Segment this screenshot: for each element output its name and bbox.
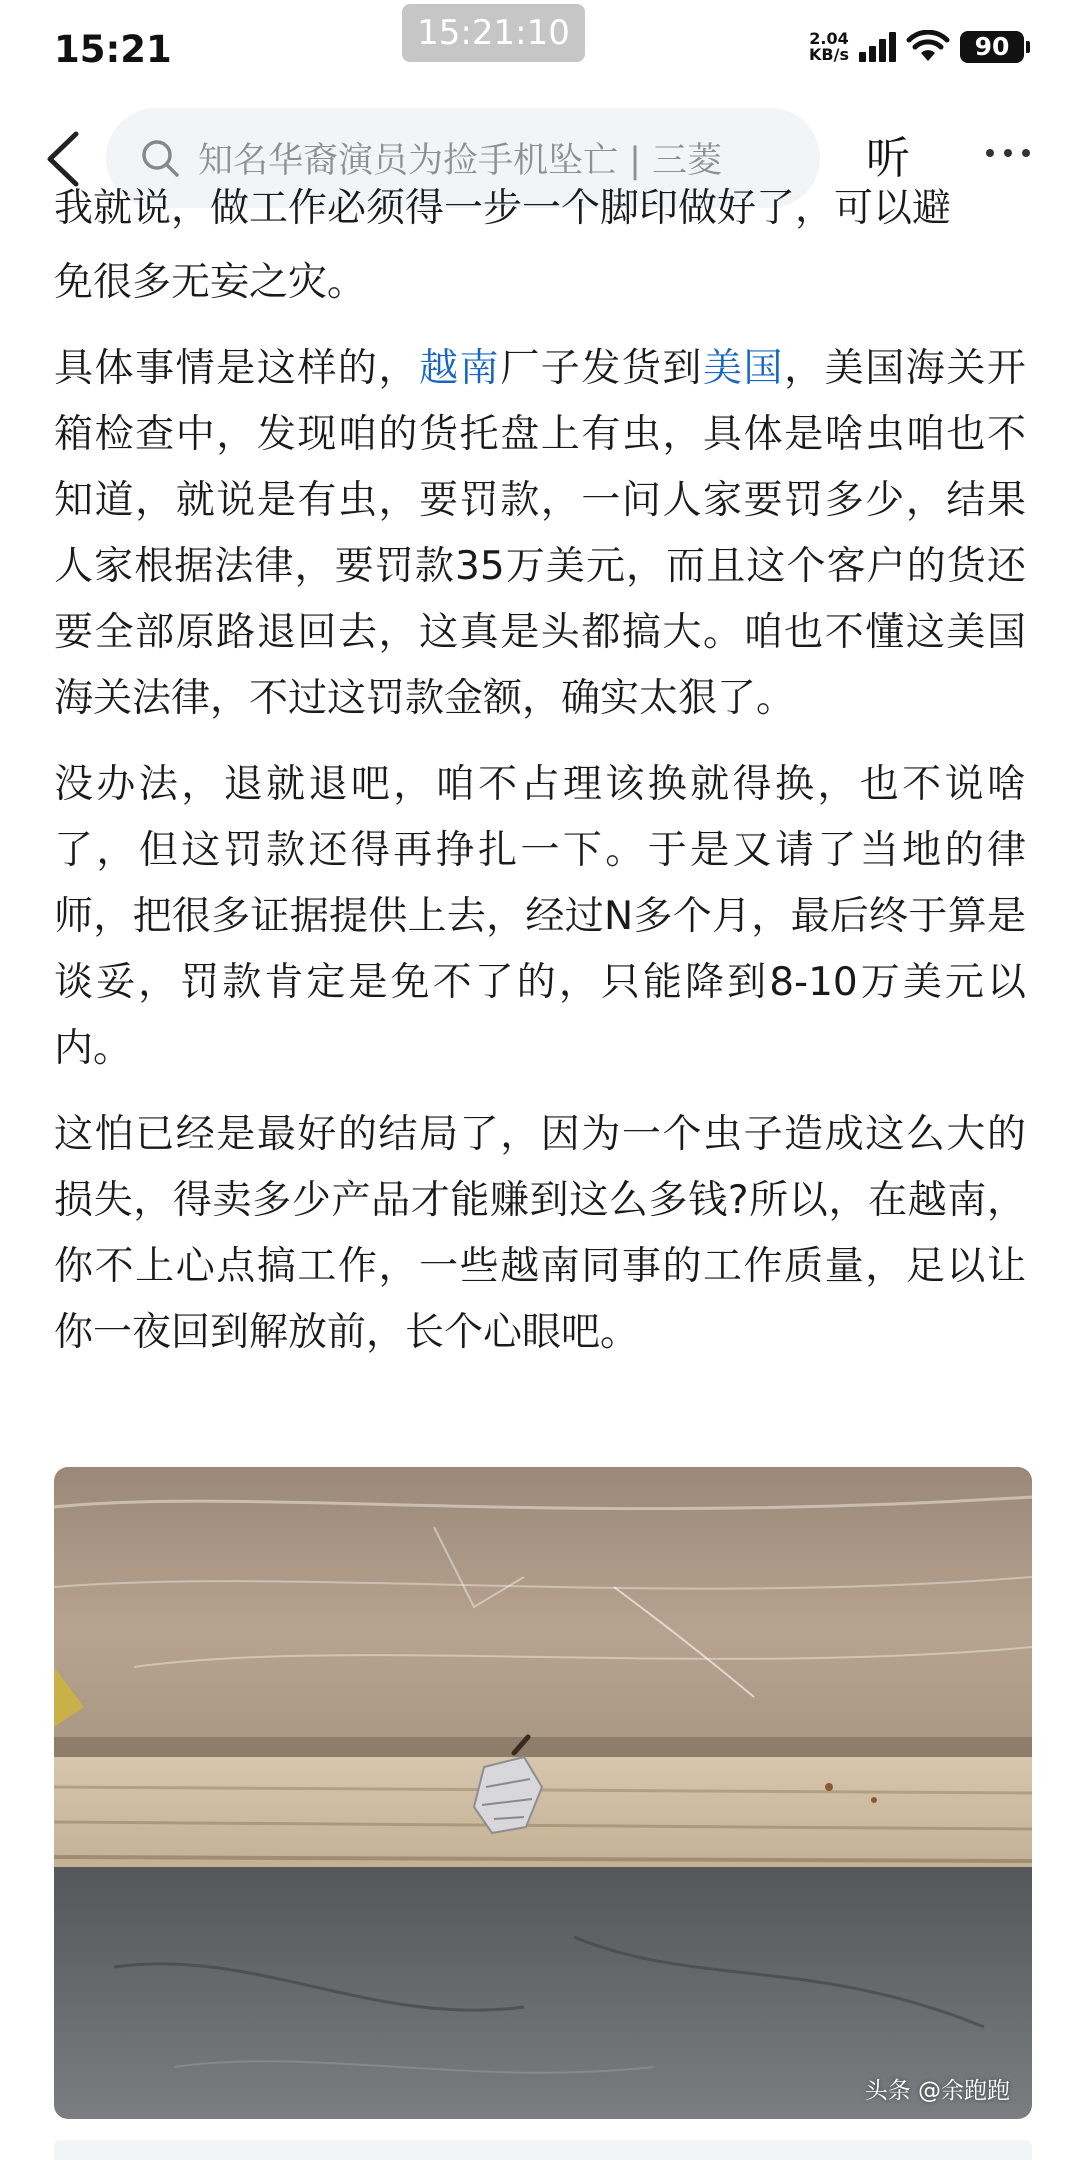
- wifi-icon: [906, 30, 950, 64]
- status-time: 15:21: [54, 28, 172, 71]
- paragraph-1: [0, 336, 1080, 732]
- search-query-text: 知名华裔演员为捡手机坠亡 | 三菱: [198, 141, 723, 181]
- paragraph-3: 这怕已经是最好的结局了，因为一个虫子造成这么大的损失，得卖多少产品才能赚到这么多钱?所以，在越南，你不上心点搞工作，一些越南同事的工作质量，足以让你一夜回到解放前，长个心眼吧。: [54, 1112, 1026, 1355]
- battery-level: 90: [960, 31, 1024, 63]
- link-vietnam[interactable]: 越南: [419, 346, 501, 391]
- photo-watermark: 头条 @余跑跑: [864, 2078, 1010, 2104]
- status-bar: [0, 0, 1080, 100]
- paragraph-0-end: 免很多无妄之灾。: [54, 260, 367, 305]
- status-icons: [809, 30, 1030, 64]
- network-speed: [809, 31, 849, 63]
- pallet-photo-illustration: [54, 1467, 1032, 2119]
- link-usa[interactable]: 美国: [703, 346, 785, 391]
- battery-tip: [1026, 41, 1030, 53]
- paragraph-1-text-a: 具体事情是这样的，: [54, 346, 420, 391]
- listen-button[interactable]: 听: [866, 133, 910, 184]
- paragraph-1-text-c: ，美国海关开箱检查中，发现咱的货托盘上有虫，具体是啥虫咱也不知道，就说是有虫，要罚款，一问人家要罚多少，结果人家根据法律，要罚款35万美元，而且这个客户的货还要全部原路退回去，这真是头都搞大。咱也不懂这美国海关法律，不过这罚款金额，确实太狠了。: [54, 346, 1026, 721]
- article-photo[interactable]: [54, 1467, 1032, 2119]
- article-body: [0, 186, 1080, 1386]
- signal-icon: [859, 32, 896, 62]
- network-speed-unit: KB/s: [809, 45, 849, 64]
- paragraph-2: 没办法，退就退吧，咱不占理该换就得换，也不说啥了，但这罚款还得再挣扎一下。于是又请了当地的律师，把很多证据提供上去，经过N多个月，最后终于算是谈妥，罚款肯定是免不了的，只能降到8-10万美元以内。: [54, 762, 1026, 1071]
- network-speed-value: 2.04: [809, 29, 849, 48]
- paragraph-1-text-b: 厂子发货到: [500, 346, 703, 391]
- screenshot-time-badge: 15:21:10: [402, 4, 585, 62]
- battery-icon: [960, 31, 1030, 63]
- next-card-edge: [54, 2140, 1032, 2160]
- scrolled-off-line: [0, 168, 1080, 250]
- more-dots-icon[interactable]: [986, 138, 1036, 168]
- paragraph-fragment: 我就说，做工作必须得一步一个脚印做好了，可以避: [54, 186, 952, 231]
